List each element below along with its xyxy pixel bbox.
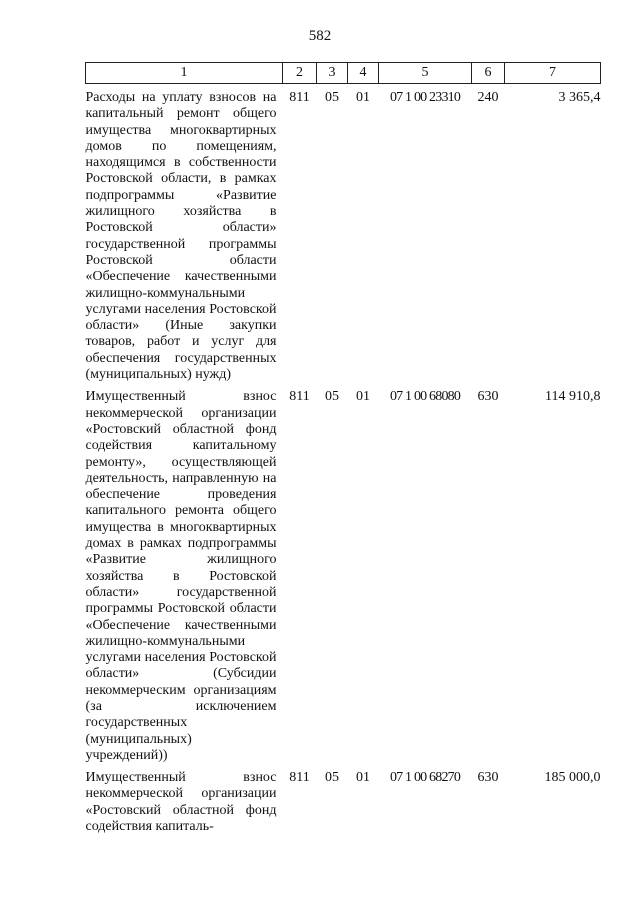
- column-header: 5: [379, 63, 472, 84]
- table-row: [86, 383, 601, 764]
- header-row: [86, 63, 601, 84]
- page-number: 582: [308, 28, 332, 44]
- subsection-code: 01: [356, 770, 370, 786]
- row-description: Имущественный взнос некоммерческой организации «Ростовский областной фонд содействия капитальному ремонту», осуществляющей деятельность, направленную на обеспечение проведения капитального ремонта общего имущества в многоквартирных домах в рамках подпрограммы «Развитие жилищного хозяйства в Ростовской области» государственной программы Ростовской области «Обеспечение качественными жилищно-коммунальными услугами населения Ростовской области» (Субсидии некоммерческим организациям (за исключением государственных (муниципальных) учреждений)): [85, 389, 277, 763]
- section-code: 05: [325, 389, 339, 405]
- amount-value: 3 365,4: [558, 90, 601, 105]
- ministry-code: 811: [289, 389, 310, 405]
- subsection-code: 01: [356, 389, 370, 405]
- row-description: Расходы на уплату взносов на капитальный ремонт общего имущества многоквартирных домов по помещениям, находящимся в собственности Ростовской области, в рамках подпрограммы «Развитие жилищного хозяйства в Ростовской области» государственной программы Ростовской области «Обеспечение качественными жилищно-коммунальными услугами населения Ростовской области» (Иные закупки товаров, работ и услуг для обеспечения государственных (муниципальных) нужд): [85, 90, 277, 383]
- column-header: 2: [283, 63, 317, 84]
- expense-type-code: 630: [477, 770, 499, 786]
- expense-type-code: 630: [477, 389, 499, 405]
- column-header: 6: [472, 63, 505, 84]
- table-row: [86, 764, 601, 835]
- target-article-code: 07 1 00 68080: [389, 389, 461, 405]
- ministry-code: 811: [289, 770, 310, 786]
- amount-value: 114 910,8: [545, 389, 601, 405]
- column-header: 1: [86, 63, 283, 84]
- subsection-code: 01: [356, 90, 370, 105]
- row-description: Имущественный взнос некоммерческой организации «Ростовский областной фонд содействия капиталь-: [85, 770, 277, 835]
- column-header: 7: [505, 63, 601, 84]
- target-article-code: 07 1 00 23310: [389, 90, 461, 105]
- section-code: 05: [325, 90, 339, 105]
- table-row: [86, 84, 601, 384]
- target-article-code: 07 1 00 68270: [389, 770, 461, 786]
- column-header: 3: [317, 63, 348, 84]
- expense-type-code: 240: [477, 90, 499, 105]
- section-code: 05: [325, 770, 339, 786]
- column-header: 4: [348, 63, 379, 84]
- budget-table: [85, 62, 601, 835]
- ministry-code: 811: [289, 90, 310, 105]
- amount-value: 185 000,0: [544, 770, 601, 786]
